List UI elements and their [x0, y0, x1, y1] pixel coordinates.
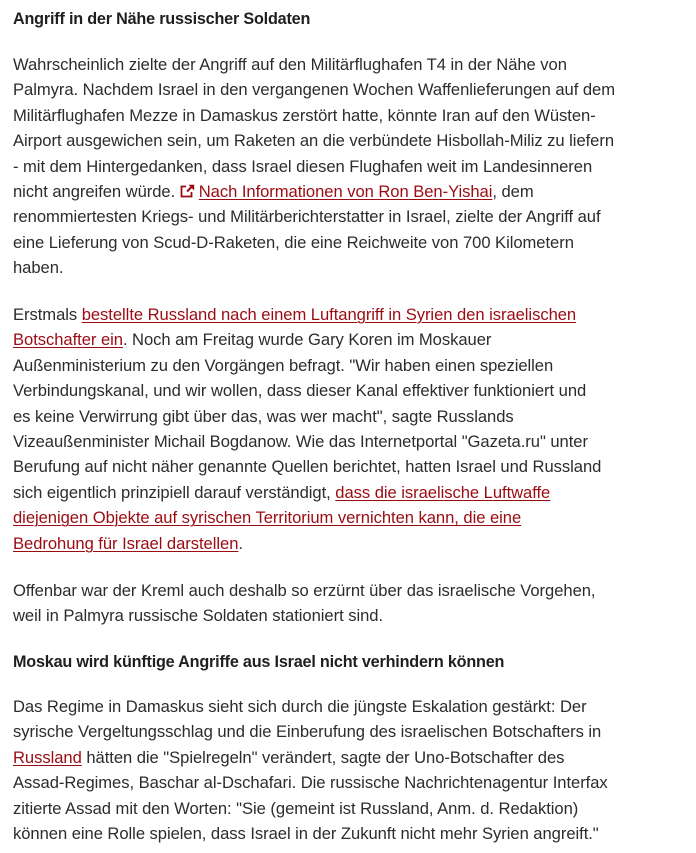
text-line: Airport ausgewichen sein, um Raketen an die verbündete Hisbollah-Miliz zu liefern — [13, 131, 615, 151]
text-line — [13, 505, 601, 530]
text-segment: . — [238, 533, 243, 553]
link-israelische-luftwaffe[interactable]: dass die israelische Luftwaffe — [335, 482, 551, 502]
link-russland-botschafter[interactable]: Botschafter ein — [13, 330, 123, 350]
text-segment: sich eigentlich prinzipiell darauf verständigt, — [13, 482, 336, 502]
text-line: Assad-Regimes, Baschar al-Dschafari. Die russische Nachrichtenagentur Interfax — [13, 773, 608, 793]
section-heading: Moskau wird künftige Angriffe aus Israel nicht verhindern können — [13, 653, 505, 671]
text-line: es keine Verwirrung gibt über das, was wer macht", sagte Russlands — [13, 406, 514, 426]
text-line: - mit dem Hintergedanken, dass Israel diesen Flughafen weit im Landesinneren — [13, 156, 593, 176]
text-segment: hätten die "Spielregeln" verändert, sagte der Uno-Botschafter des — [81, 747, 565, 767]
text-line: Das Regime in Damaskus sieht sich durch die jüngste Eskalation gestärkt: Der — [13, 697, 587, 716]
text-line: haben. — [13, 258, 64, 278]
link-ron-ben-yishai[interactable] — [180, 182, 493, 201]
text-line: Verbindungskanal, und wir wollen, dass dieser Kanal effektiver funktioniert und — [13, 381, 587, 401]
text-line: weil in Palmyra russische Soldaten stationiert sind. — [13, 606, 384, 626]
text-segment: nicht angreifen würde. — [13, 182, 180, 202]
paragraph — [13, 52, 615, 281]
text-line: zitierte Assad mit den Worten: "Sie (gemeint ist Russland, Anm. d. Redaktion) — [13, 798, 579, 818]
link-text[interactable]: Nach Informationen von Ron Ben-Yishai — [198, 182, 493, 202]
text-line — [13, 480, 601, 505]
text-segment: Erstmals — [13, 305, 82, 324]
text-line: Wahrscheinlich zielte der Angriff auf den Militärflughafen T4 in der Nähe von — [13, 55, 567, 74]
text-line: renommiertesten Kriegs- und Militärberichterstatter in Israel, zielte der Angriff auf — [13, 207, 601, 227]
paragraph — [13, 302, 601, 556]
text-segment: , dem — [492, 182, 534, 202]
section-heading: Angriff in der Nähe russischer Soldaten — [13, 10, 311, 28]
paragraph — [13, 694, 608, 846]
link-israelische-luftwaffe[interactable]: Bedrohung für Israel darstellen — [13, 533, 239, 553]
text-line: Palmyra. Nachdem Israel in den vergangenen Wochen Waffenlieferungen auf dem — [13, 80, 615, 100]
text-line: Militärflughafen Mezze in Damaskus zerstört hatte, könnte Iran auf den Wüsten- — [13, 105, 596, 125]
link-russland-botschafter[interactable]: bestellte Russland nach einem Luftangriff in Syrien den israelischen — [81, 305, 577, 324]
text-line: Außenministerium zu den Vorgängen befragt. "Wir haben einen speziellen — [13, 355, 554, 375]
text-line: Berufung auf nicht näher genannte Quellen berichtet, hatten Israel und Russland — [13, 457, 602, 477]
text-line — [13, 302, 601, 327]
link-israelische-luftwaffe[interactable]: diejenigen Objekte auf syrischen Territorium vernichten kann, die eine — [13, 508, 522, 528]
text-line: eine Lieferung von Scud-D-Raketen, die eine Reichweite von 700 Kilometern — [13, 232, 574, 252]
paragraph — [13, 578, 595, 629]
text-segment: . Noch am Freitag wurde Gary Koren im Moskauer — [122, 330, 492, 350]
text-line — [13, 179, 615, 204]
text-line: Vizeaußenminister Michail Bogdanow. Wie das Internetportal "Gazeta.ru" unter — [13, 432, 588, 452]
text-line: können eine Rolle spielen, dass Israel in der Zukunft nicht mehr Syrien angreift." — [13, 824, 599, 844]
text-line: Offenbar war der Kreml auch deshalb so erzürnt über das israelische Vorgehen, — [13, 581, 596, 600]
text-line — [13, 327, 601, 352]
external-link-icon — [180, 184, 195, 198]
text-line — [13, 745, 608, 770]
link-russland[interactable]: Russland — [13, 747, 82, 767]
text-line: syrische Vergeltungsschlag und die Einberufung des israelischen Botschafters in — [13, 722, 602, 742]
text-line — [13, 531, 601, 556]
